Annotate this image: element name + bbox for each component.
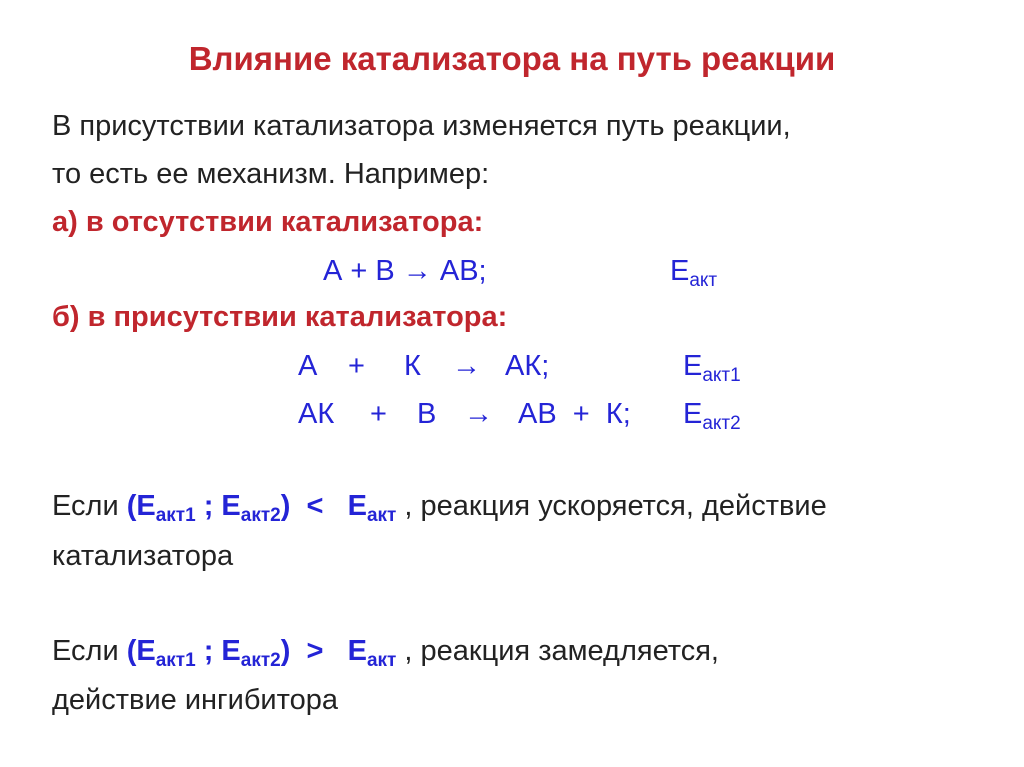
conclusion-1-condition [126,490,397,526]
step2-reactant-ak: АК [298,398,335,430]
step1-energy [683,350,741,386]
case-a-equation: А + В → АВ; [323,255,487,287]
conclusion-1-prefix: Если [52,490,127,522]
cond-e: Е [347,490,367,522]
cond-close: ) [280,635,291,667]
conclusion-2-condition [126,635,397,671]
case-b-step2-row [0,400,1024,440]
cond-sign: < [290,490,348,522]
case-b-heading: б) в присутствии катализатора: [52,301,508,333]
energy-subscript: акт1 [702,365,741,386]
step2-product: АВ + К; [518,398,631,430]
cond-e: Е [347,635,367,667]
intro-line-1: В присутствии катализатора изменяется путь реакции, [52,110,791,142]
energy-symbol: Е [670,255,690,287]
cond-open: (Е [126,490,156,522]
case-a-heading: а) в отсутствии катализатора: [52,206,484,238]
step1-catalyst: К [404,350,421,382]
case-a-energy [670,255,718,291]
cond-sub-1: акт1 [155,650,196,671]
step1-product: АК; [505,350,550,382]
cond-sub-1: акт1 [155,505,196,526]
conclusion-1-line-1 [52,490,827,526]
step2-arrow: → [464,398,493,430]
cond-close: ) [280,490,291,522]
cond-sub-2: акт2 [240,650,281,671]
energy-symbol: Е [683,398,703,430]
cond-sign: > [290,635,348,667]
cond-open: (Е [126,635,156,667]
step1-arrow: → [452,350,481,382]
conclusion-2-rest: , реакция замедляется, [396,635,719,667]
step1-plus: + [348,350,365,382]
conclusion-1-rest: , реакция ускоряется, действие [396,490,827,522]
energy-symbol: Е [683,350,703,382]
slide-title: Влияние катализатора на путь реакции [188,40,836,77]
cond-sep: ; Е [195,490,241,522]
cond-sep: ; Е [195,635,241,667]
cond-sub-2: акт2 [240,505,281,526]
energy-subscript: акт [689,270,718,291]
step2-reactant-b: В [417,398,437,430]
conclusion-2-prefix: Если [52,635,127,667]
step2-plus: + [370,398,387,430]
conclusion-1-line-2: катализатора [52,540,234,572]
cond-sub-3: акт [366,650,397,671]
step1-reactant-a: А [298,350,318,382]
cond-sub-3: акт [366,505,397,526]
case-a-equation-row [0,257,1024,297]
conclusion-2-line-1 [52,635,719,671]
intro-line-2: то есть ее механизм. Например: [52,158,490,190]
conclusion-2-line-2: действие ингибитора [52,684,338,716]
case-b-step1-row [0,352,1024,392]
step2-energy [683,398,741,434]
energy-subscript: акт2 [702,413,741,434]
